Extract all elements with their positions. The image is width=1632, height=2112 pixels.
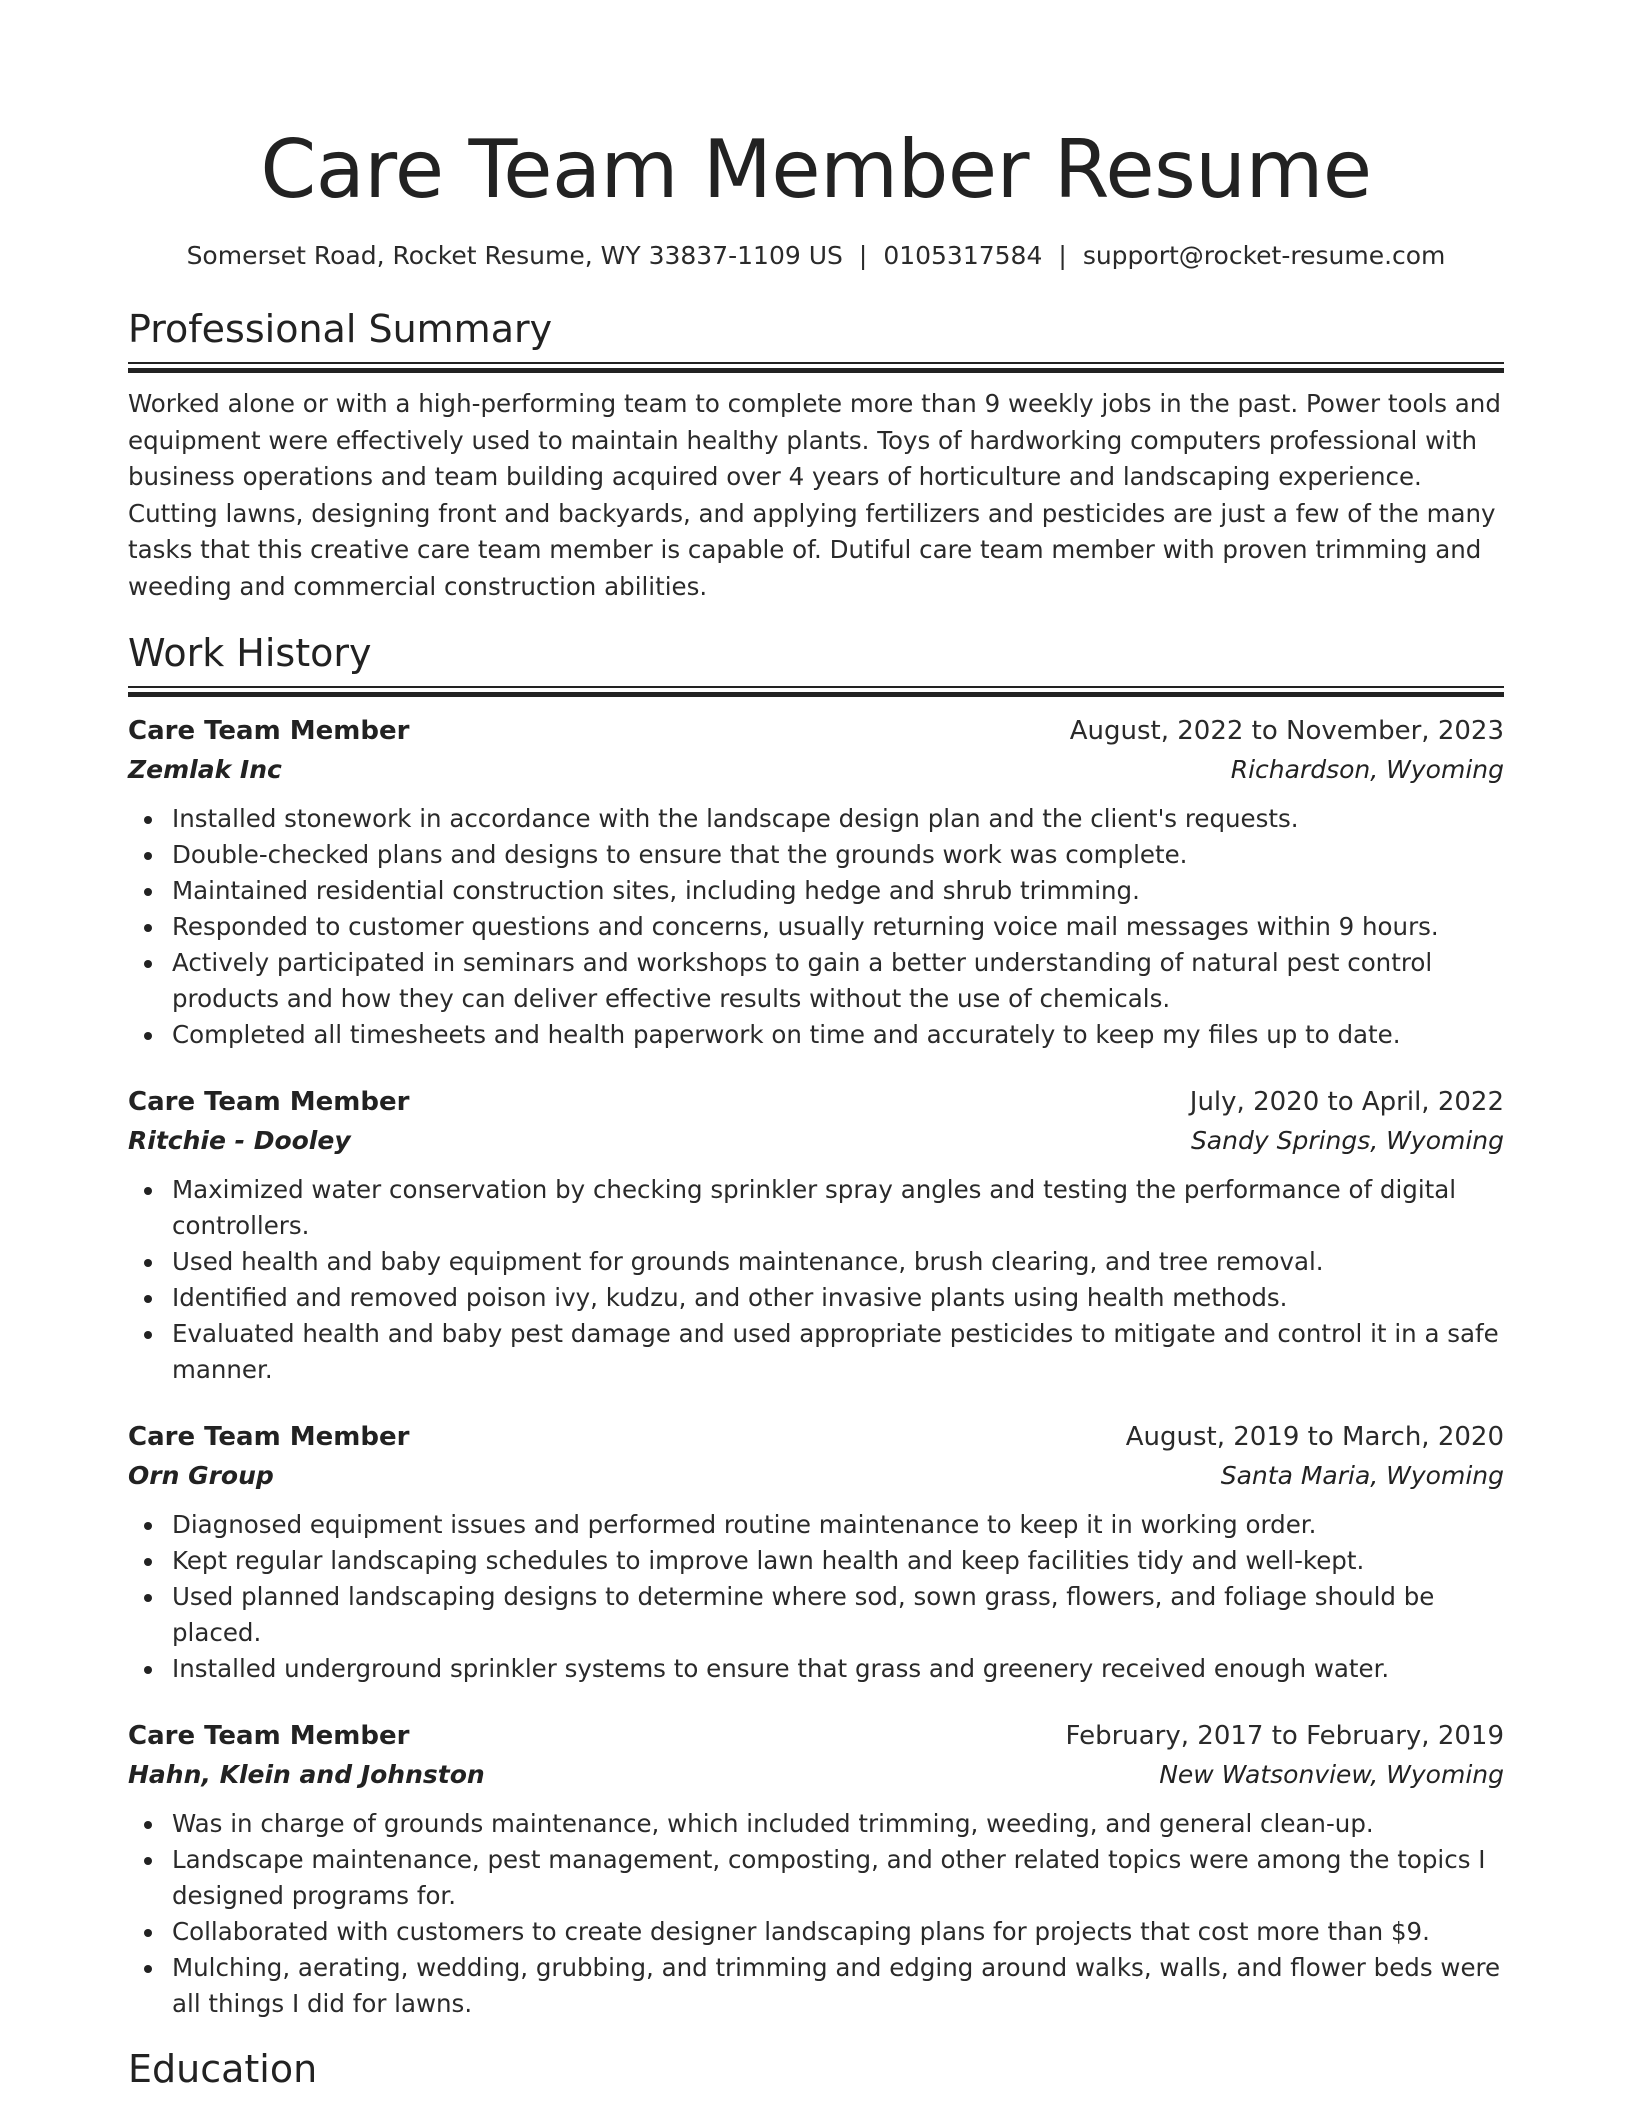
job-company: Zemlak Inc (128, 754, 282, 784)
job-header (128, 1083, 1504, 1121)
summary-text: Worked alone or with a high-performing team to complete more than 9 weekly jobs in the past. Power tools and equipment were effectively used to maintain healthy plants. Toys of hardworking computers professional with business operations and team building acquired over 4 years of horticulture and landscaping experience. Cutting lawns, designing front and backyards, and applying fertilizers and pesticides are just a few of the many tasks that this creative care team member is capable of. Dutiful care team member with proven trimming and weeding and commercial construction abilities. (128, 389, 1501, 601)
section-title-work-history: Work History (128, 630, 372, 675)
contact-address: Somerset Road, Rocket Resume, WY 33837-1109 US (186, 241, 843, 270)
job-entry (128, 1083, 1504, 1388)
job-dates: July, 2020 to April, 2022 (1189, 1086, 1504, 1117)
job-location: New Watsonview, Wyoming (1159, 1759, 1504, 1789)
job-bullet: Completed all timesheets and health paperwork on time and accurately to keep my files up to date. (172, 1017, 1504, 1053)
job-bullet: Identified and removed poison ivy, kudzu, and other invasive plants using health methods. (172, 1280, 1504, 1316)
job-entry (128, 712, 1504, 1053)
resume-title: Care Team Member Resume (260, 123, 1372, 216)
job-title: Care Team Member (128, 1421, 410, 1452)
resume-page (128, 0, 1504, 2092)
job-bullet: Actively participated in seminars and workshops to gain a better understanding of natural pest control products and how they can deliver effective results without the use of chemicals. (172, 945, 1504, 1017)
job-bullet: Maintained residential construction sites, including hedge and shrub trimming. (172, 873, 1504, 909)
job-company: Orn Group (128, 1460, 274, 1490)
contact-separator: | (1058, 241, 1067, 270)
contact-email: support@rocket-resume.com (1082, 241, 1446, 270)
section-title-summary: Professional Summary (128, 307, 553, 351)
job-title: Care Team Member (128, 1720, 410, 1751)
section-divider (128, 362, 1504, 372)
job-bullets (128, 1806, 1504, 2022)
job-subheader (128, 1121, 1504, 1160)
contact-separator: | (858, 241, 868, 270)
job-dates: February, 2017 to February, 2019 (1065, 1720, 1504, 1751)
job-header (128, 712, 1504, 750)
job-bullet: Kept regular landscaping schedules to improve lawn health and keep facilities tidy and well-kept. (172, 1543, 1504, 1579)
job-bullets (128, 801, 1504, 1053)
job-title: Care Team Member (128, 1086, 410, 1117)
job-dates: August, 2022 to November, 2023 (1069, 715, 1504, 746)
contact-phone: 0105317584 (883, 241, 1043, 270)
job-header (128, 1717, 1504, 1755)
job-bullet: Diagnosed equipment issues and performed routine maintenance to keep it in working order. (172, 1507, 1504, 1543)
work-history-section (128, 630, 1504, 2022)
job-bullet: Maximized water conservation by checking sprinkler spray angles and testing the performance of digital controllers. (172, 1172, 1504, 1244)
job-bullet: Used health and baby equipment for grounds maintenance, brush clearing, and tree removal. (172, 1244, 1504, 1280)
job-company: Hahn, Klein and Johnston (128, 1759, 485, 1789)
job-bullet: Responded to customer questions and concerns, usually returning voice mail messages within 9 hours. (172, 909, 1504, 945)
job-bullet: Installed stonework in accordance with the landscape design plan and the client's requests. (172, 801, 1504, 837)
job-bullets (128, 1172, 1504, 1388)
job-bullets (128, 1507, 1504, 1687)
job-location: Richardson, Wyoming (1230, 754, 1504, 784)
job-entry (128, 1717, 1504, 2022)
job-bullet: Mulching, aerating, wedding, grubbing, and trimming and edging around walks, walls, and flower beds were all things I did for lawns. (172, 1950, 1504, 2022)
job-dates: August, 2019 to March, 2020 (1125, 1421, 1504, 1452)
job-subheader (128, 1456, 1504, 1495)
job-bullet: Installed underground sprinkler systems to ensure that grass and greenery received enough water. (172, 1651, 1504, 1687)
section-divider (128, 686, 1504, 696)
job-entry (128, 1418, 1504, 1687)
job-subheader (128, 750, 1504, 789)
job-bullet: Landscape maintenance, pest management, composting, and other related topics were among the topics I designed programs for. (172, 1842, 1504, 1914)
job-bullet: Used planned landscaping designs to determine where sod, sown grass, flowers, and foliage should be placed. (172, 1579, 1504, 1651)
section-title-education: Education (128, 2046, 318, 2091)
job-subheader (128, 1755, 1504, 1794)
job-bullet: Evaluated health and baby pest damage and used appropriate pesticides to mitigate and control it in a safe manner. (172, 1316, 1504, 1388)
job-bullet: Was in charge of grounds maintenance, which included trimming, weeding, and general clean-up. (172, 1806, 1504, 1842)
contact-line (128, 240, 1504, 272)
job-location: Sandy Springs, Wyoming (1190, 1125, 1504, 1155)
professional-summary-section (128, 306, 1504, 606)
job-bullet: Collaborated with customers to create designer landscaping plans for projects that cost more than $9. (172, 1914, 1504, 1950)
job-location: Santa Maria, Wyoming (1220, 1460, 1504, 1490)
education-section (128, 2046, 1504, 2092)
job-bullet: Double-checked plans and designs to ensure that the grounds work was complete. (172, 837, 1504, 873)
job-header (128, 1418, 1504, 1456)
job-title: Care Team Member (128, 715, 410, 746)
job-company: Ritchie - Dooley (128, 1125, 351, 1155)
